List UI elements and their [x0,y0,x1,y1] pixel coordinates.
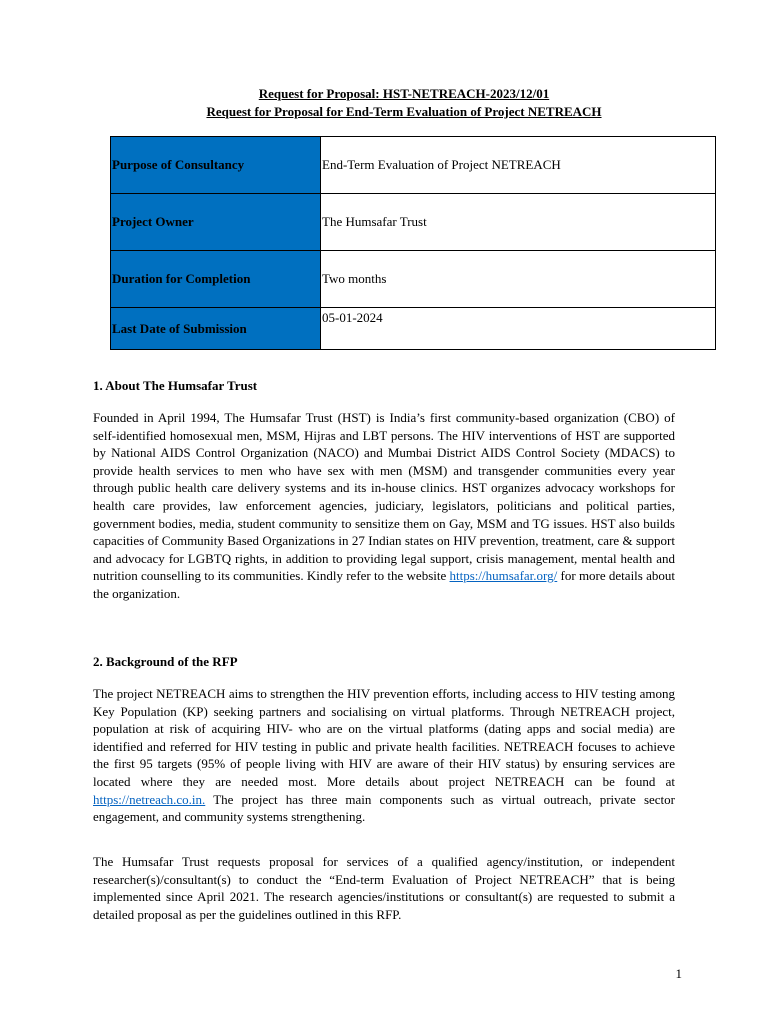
section-heading-about: 1. About The Humsafar Trust [93,378,258,393]
background-text: The project NETREACH aims to strengthen the HIV prevention efforts, including access to HIV testing among Key Population (KP) seeking partners and socialising on virtual platforms. Through NETREACH project, population at risk of acquiring HIV- who are on the virtual platforms (dating apps and social media) are identified and referred for HIV testing in public and private health facilities. NETREACH focuses to achieve the first 95 targets (95% of people living with HIV are aware of their HIV status) by ensuring services are located where they are needed most. More details about project NETREACH can be found at [93,686,675,789]
consultancy-info-table [110,136,716,350]
row-label: Purpose of Consultancy [111,137,321,194]
row-label: Last Date of Submission [111,308,321,350]
about-text-end: for more details about the organization. [93,568,675,601]
background-paragraph [93,685,675,826]
humsafar-website-link[interactable]: https://humsafar.org/ [449,568,558,584]
table-row [111,308,716,350]
page-number: 1 [675,966,682,981]
row-value: Two months [321,251,716,308]
row-value: The Humsafar Trust [321,194,716,251]
table-row [111,251,716,308]
rfp-request-paragraph: The Humsafar Trust requests proposal for services of a qualified agency/institution, or independent researcher(s)/consultant(s) to conduct the “End-term Evaluation of Project NETREACH” that is being implemented since April 2021. The research agencies/institutions or consultant(s) are requested to submit a detailed proposal as per the guidelines outlined in this RFP. [93,854,675,922]
row-label: Duration for Completion [111,251,321,308]
table-row [111,137,716,194]
table-row [111,194,716,251]
document-subtitle: Request for Proposal for End-Term Evaluation of Project NETREACH [206,104,602,119]
section-heading-background: 2. Background of the RFP [93,654,238,669]
row-value: 05-01-2024 [321,308,716,350]
row-value: End-Term Evaluation of Project NETREACH [321,137,716,194]
row-label: Project Owner [111,194,321,251]
netreach-website-link[interactable]: https://netreach.co.in. [93,791,206,807]
about-paragraph [93,409,675,603]
background-text-end: The project has three main components such as virtual outreach, private sector engagement, and community systems strengthening. [93,791,675,825]
about-text: Founded in April 1994, The Humsafar Trust (HST) is India’s first community-based organization (CBO) of self-identified homosexual men, MSM, Hijras and LBT persons. The HIV interventions of HST are supported by National AIDS Control Organization (NACO) and Mumbai District AIDS Control Society (MDACS) to provide health services to men who have sex with men (MSM) and transgender communities every year through public health care delivery systems and its in-house clinics. HST organizes advocacy workshops for health care provides, law enforcement agencies, judiciary, legislators, politicians and political parties, government bodies, media, student community to sensitize them on Gay, MSM and TG issues. HST also builds capacities of Community Based Organizations in 27 Indian states on HIV prevention, treatment, care & support and advocacy for LGBTQ rights, in addition to providing legal support, crisis management, mental health and nutrition counselling to its communities. Kindly refer to the website [93,410,675,584]
document-title: Request for Proposal: HST-NETREACH-2023/12/01 [258,86,550,101]
